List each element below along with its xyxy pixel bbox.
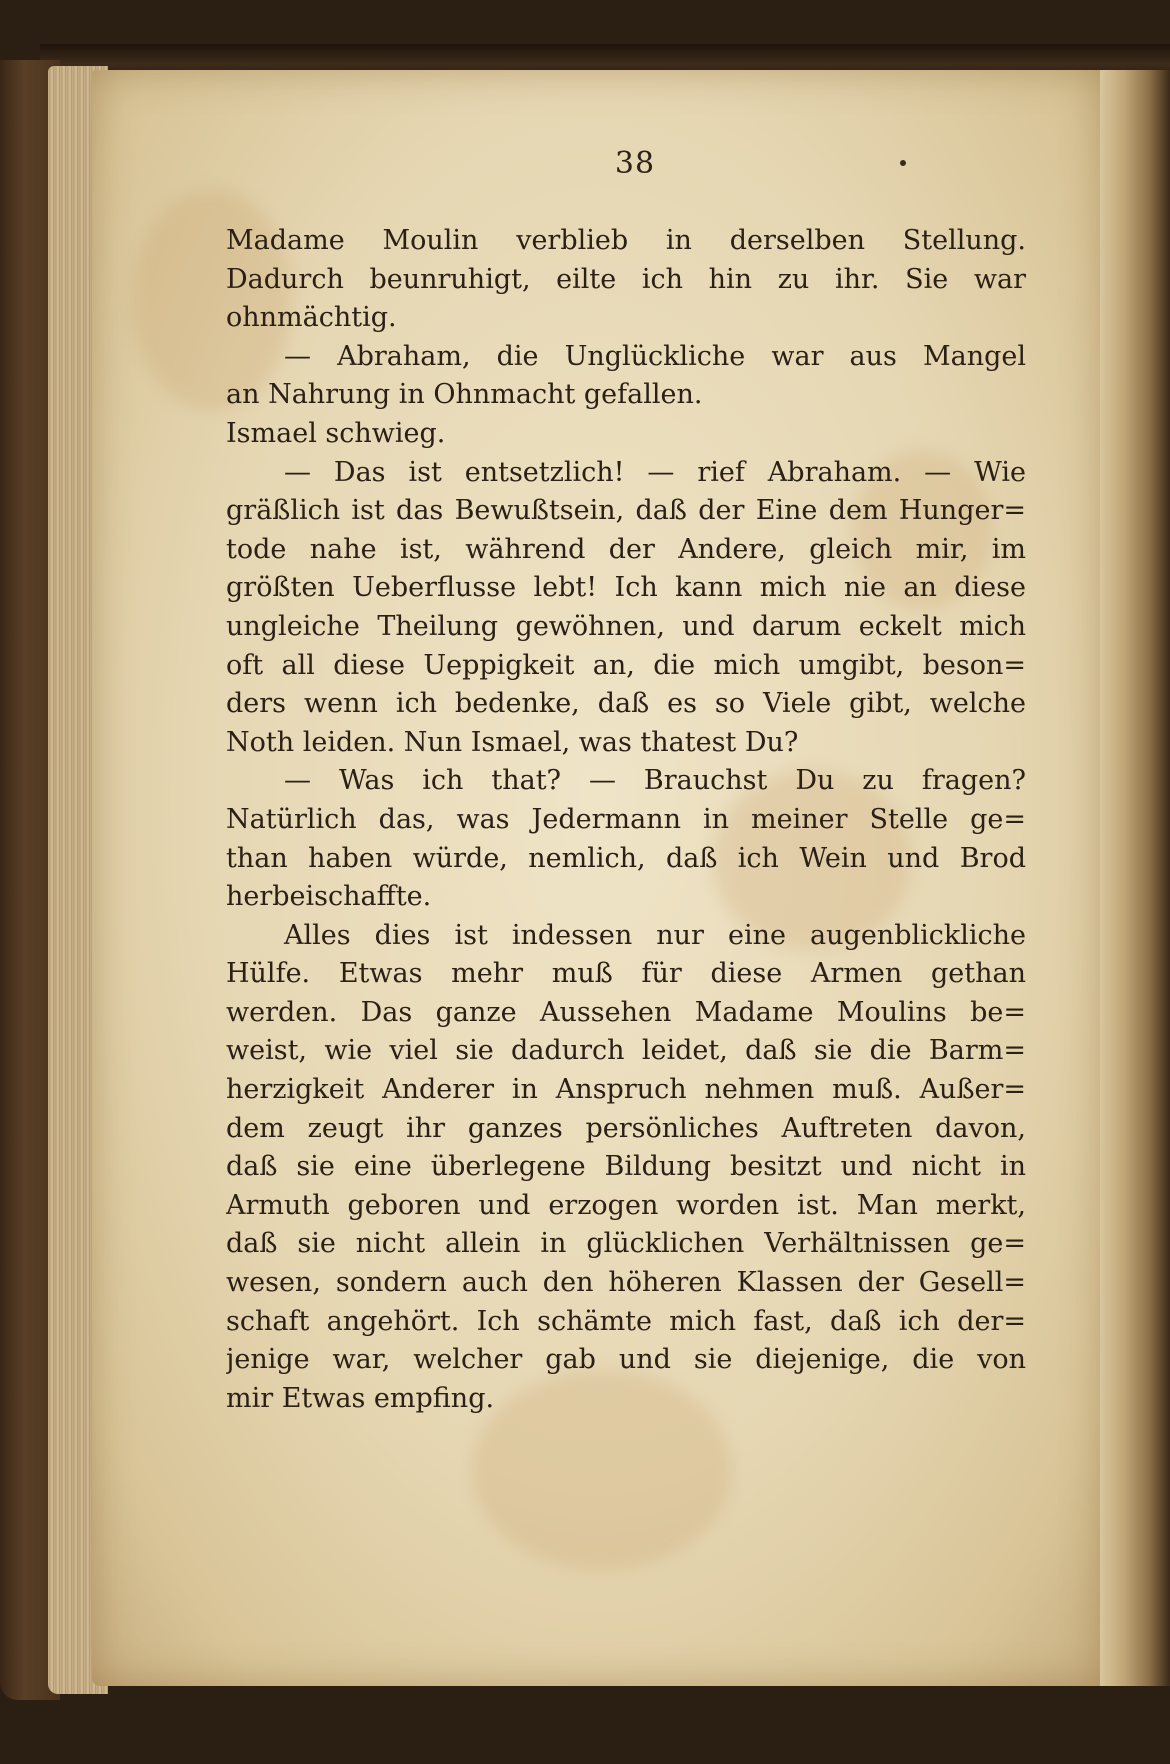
book-gutter: [1100, 70, 1170, 1686]
text-line: ungleiche Theilung gewöhnen, und darum eckelt mich: [226, 610, 1026, 642]
text-line: an Nahrung in Ohnmacht gefallen.: [226, 379, 703, 411]
text-line: Ismael schwieg.: [226, 417, 446, 449]
text-line: Armuth geboren und erzogen worden ist. Man merkt,: [226, 1189, 1026, 1221]
page-number: 38: [614, 146, 656, 181]
text-line: gräßlich ist das Bewußtsein, daß der Eine dem Hunger=: [226, 495, 1026, 527]
text-line: daß sie eine überlegene Bildung besitzt und nicht in: [226, 1151, 1026, 1183]
text-line: jenige war, welcher gab und sie diejenige, die von: [226, 1344, 1026, 1376]
text-line: ohnmächtig.: [226, 302, 397, 334]
text-line: than haben würde, nemlich, daß ich Wein und Brod: [226, 842, 1026, 874]
text-line: — Was ich that? — Brauchst Du zu fragen?: [284, 765, 1026, 797]
text-line: werden. Das ganze Aussehen Madame Moulins be=: [226, 996, 1026, 1028]
text-line: tode nahe ist, während der Andere, gleich mir, im: [226, 533, 1026, 565]
text-line: daß sie nicht allein in glücklichen Verhältnissen ge=: [226, 1228, 1026, 1260]
text-line: Alles dies ist indessen nur eine augenblickliche: [284, 919, 1026, 951]
text-line: Madame Moulin verblieb in derselben Stellung.: [226, 225, 1026, 256]
text-line: mir Etwas empfing.: [226, 1382, 495, 1414]
text-line: herbeischaffte.: [226, 881, 432, 913]
text-line: Noth leiden. Nun Ismael, was thatest Du?: [226, 726, 799, 758]
text-line: größten Ueberflusse lebt! Ich kann mich nie an diese: [226, 572, 1026, 604]
text-line: Hülfe. Etwas mehr muß für diese Armen gethan: [226, 958, 1026, 990]
text-line: oft all diese Ueppigkeit an, die mich umgibt, beson=: [226, 649, 1026, 681]
text-line: herzigkeit Anderer in Anspruch nehmen muß. Außer=: [226, 1074, 1026, 1106]
text-line: Natürlich das, was Jedermann in meiner Stelle ge=: [226, 803, 1026, 835]
text-line: wesen, sondern auch den höheren Klassen der Gesell=: [226, 1267, 1026, 1299]
text-line: — Abraham, die Unglückliche war aus Mangel: [284, 340, 1026, 372]
text-line: weist, wie viel sie dadurch leidet, daß sie die Barm=: [226, 1035, 1026, 1067]
text-line: schaft angehört. Ich schämte mich fast, daß ich der=: [226, 1305, 1026, 1337]
body-text: [226, 222, 1026, 1418]
text-line: — Das ist entsetzlich! — rief Abraham. — Wie: [284, 456, 1026, 488]
text-line: dem zeugt ihr ganzes persönliches Auftreten davon,: [226, 1112, 1026, 1144]
text-line: Dadurch beunruhigt, eilte ich hin zu ihr. Sie war: [226, 263, 1026, 295]
text-line: ders wenn ich bedenke, daß es so Viele gibt, welche: [226, 688, 1026, 720]
